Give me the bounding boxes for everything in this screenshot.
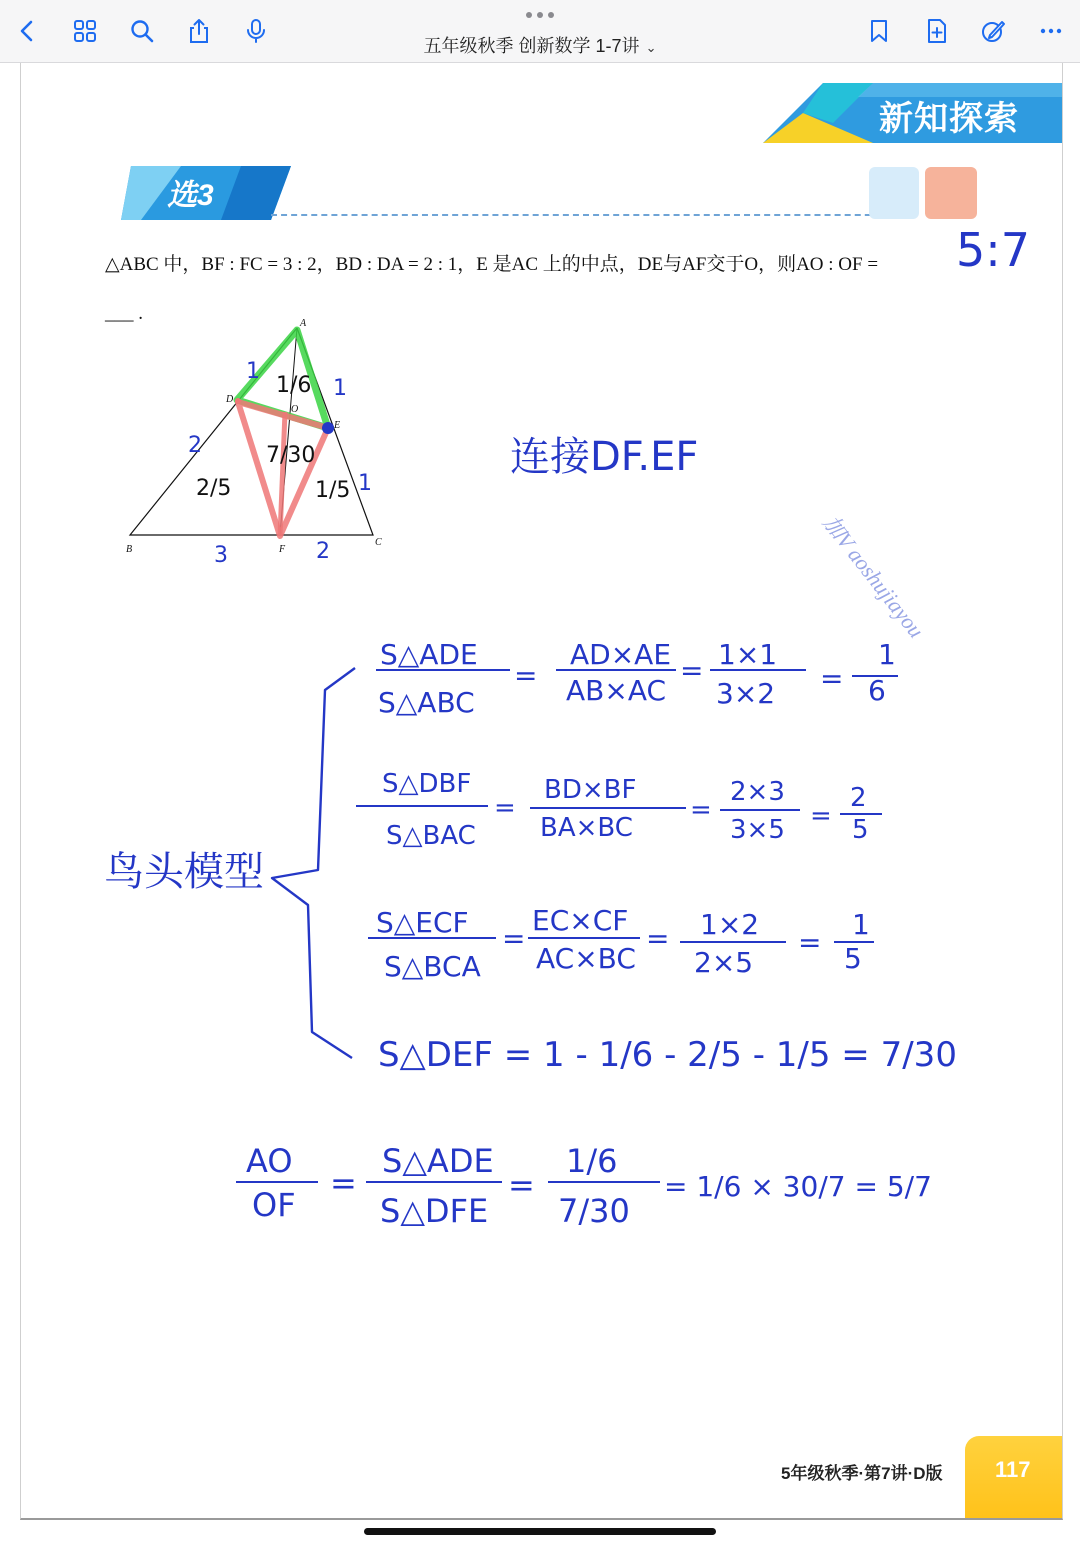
svg-text:=: = bbox=[494, 793, 516, 823]
model-label: 鸟头模型 bbox=[104, 849, 264, 895]
final-tail: = 1/6 × 30/7 = 5/7 bbox=[664, 1170, 932, 1203]
eq1-lhs-den: S△ABC bbox=[378, 686, 475, 719]
footer-text: 5年级秋季·第7讲·D版 bbox=[781, 1464, 943, 1483]
equation-ade bbox=[376, 638, 898, 719]
eq3-r-den: 2×5 bbox=[694, 946, 754, 979]
segment-label-fc: 2 bbox=[316, 539, 330, 564]
vertex-label-o: O bbox=[291, 404, 299, 415]
eq3-mid-den: AC×BC bbox=[536, 942, 636, 975]
vertex-label-e: E bbox=[334, 420, 341, 431]
final-l-den: OF bbox=[252, 1186, 296, 1224]
eq3-res-num: 1 bbox=[852, 908, 870, 941]
eq3-r-num: 1×2 bbox=[700, 908, 760, 941]
final-f-num: 1/6 bbox=[566, 1142, 618, 1180]
vertex-label-b: B bbox=[126, 544, 133, 555]
eq1-mid-num: AD×AE bbox=[570, 638, 672, 671]
eq2-mid-den: BA×BC bbox=[540, 813, 633, 843]
segment-label-ad: 1 bbox=[246, 359, 260, 384]
handwritten-answer: 5:7 bbox=[956, 223, 1031, 277]
page-number: 117 bbox=[995, 1457, 1031, 1482]
eq1-res-num: 1 bbox=[878, 638, 896, 671]
equation-dbf bbox=[356, 769, 882, 851]
area-label-ecf: 1/5 bbox=[315, 478, 351, 503]
segment-label-bf: 3 bbox=[214, 543, 228, 568]
chevron-down-icon: ⌄ bbox=[645, 40, 657, 55]
triangle-figure bbox=[126, 318, 382, 568]
watermark: 加V aoshujiayou bbox=[818, 510, 930, 643]
eq2-res-den: 5 bbox=[852, 815, 869, 845]
eq3-res-den: 5 bbox=[844, 942, 862, 975]
eq3-lhs-num: S△ECF bbox=[376, 906, 469, 939]
area-label-def: 7/30 bbox=[266, 443, 316, 468]
eq2-res-num: 2 bbox=[850, 783, 867, 813]
connect-note: 连接DF.EF bbox=[510, 434, 699, 480]
segment-label-ec: 1 bbox=[358, 471, 372, 496]
segment-label-db: 2 bbox=[188, 433, 202, 458]
final-l-num: AO bbox=[246, 1142, 293, 1180]
answer-blank: ___ . bbox=[105, 303, 143, 324]
final-m-den: S△DFE bbox=[380, 1192, 489, 1230]
eq2-mid-num: BD×BF bbox=[544, 775, 637, 805]
eq1-r-num: 1×1 bbox=[718, 638, 778, 671]
equation-def: S△DEF = 1 - 1/6 - 2/5 - 1/5 = 7/30 bbox=[378, 1035, 957, 1075]
final-equation bbox=[236, 1142, 932, 1230]
home-indicator[interactable] bbox=[364, 1528, 716, 1535]
svg-text:=: = bbox=[680, 654, 704, 687]
eq1-r-den: 3×2 bbox=[716, 677, 776, 710]
banner-title: 新知探索 bbox=[879, 100, 1019, 138]
svg-text:=: = bbox=[508, 1166, 535, 1204]
area-label-ade: 1/6 bbox=[276, 373, 312, 398]
eq2-lhs-num: S△DBF bbox=[382, 769, 472, 799]
eq2-r-num: 2×3 bbox=[730, 777, 785, 807]
svg-text:=: = bbox=[502, 922, 526, 955]
area-label-dbf: 2/5 bbox=[196, 476, 232, 501]
vertex-label-a: A bbox=[300, 318, 307, 329]
section-label: 选3 bbox=[167, 179, 214, 212]
svg-text:=: = bbox=[690, 795, 712, 825]
question-text: △ABC 中，BF : FC = 3 : 2，BD : DA = 2 : 1，E 是AC 上的中点，DE与AF交于O，则AO : OF = bbox=[105, 254, 879, 275]
svg-text:=: = bbox=[514, 659, 538, 692]
eq1-lhs-num: S△ADE bbox=[380, 638, 478, 671]
eq1-mid-den: AB×AC bbox=[566, 674, 667, 707]
svg-text:=: = bbox=[798, 926, 822, 959]
svg-text:=: = bbox=[330, 1164, 357, 1202]
svg-text:=: = bbox=[820, 662, 844, 695]
eq3-mid-num: EC×CF bbox=[532, 904, 629, 937]
final-m-num: S△ADE bbox=[382, 1142, 494, 1180]
eq2-r-den: 3×5 bbox=[730, 815, 785, 845]
equation-ecf bbox=[368, 904, 874, 983]
eq2-lhs-den: S△BAC bbox=[386, 821, 476, 851]
final-f-den: 7/30 bbox=[558, 1192, 630, 1230]
document-title[interactable]: 五年级秋季 创新数学 1-7讲 ⌄ bbox=[423, 36, 657, 56]
eq3-lhs-den: S△BCA bbox=[384, 950, 481, 983]
vertex-label-c: C bbox=[375, 537, 382, 548]
vertex-label-d: D bbox=[226, 394, 234, 405]
vertex-label-f: F bbox=[279, 544, 286, 555]
svg-text:=: = bbox=[646, 922, 670, 955]
segment-label-ae: 1 bbox=[333, 376, 347, 401]
eq1-res-den: 6 bbox=[868, 674, 886, 707]
svg-text:=: = bbox=[810, 801, 832, 831]
